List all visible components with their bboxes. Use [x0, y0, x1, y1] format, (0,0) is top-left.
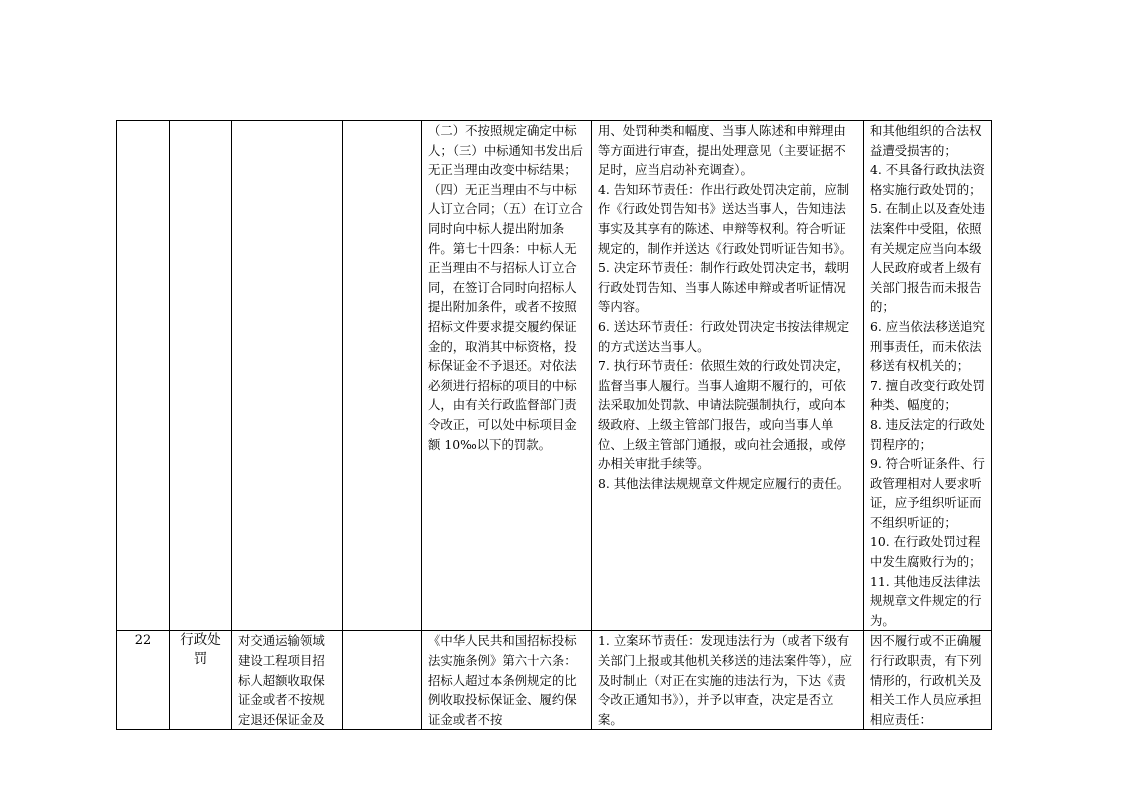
legal-basis-cell: [422, 631, 592, 730]
row-number-cell: [117, 121, 170, 631]
category-cell: 行政处罚: [170, 631, 232, 730]
responsibility-cell: [592, 631, 864, 730]
item-name-text: 对交通运输领域建设工程项目招标人超额收取保证金或者不按规定退还保证金及: [238, 633, 325, 727]
item-name-cell: [232, 631, 343, 730]
responsibility-table: [116, 120, 992, 730]
accountability-cell: [864, 631, 992, 730]
legal-basis-text: 《中华人民共和国招标投标法实施条例》第六十六条：招标人超过本条例规定的比例收取投标保证金、履约保证金或者不按: [428, 633, 577, 727]
accountability-text: 因不履行或不正确履行行政职责，有下列情形的，行政机关及相关工作人员应承担相应责任：: [870, 633, 982, 727]
accountability-cell: [864, 121, 992, 631]
category-cell: [170, 121, 232, 631]
table-row: [117, 121, 992, 631]
responsibility-cell: [592, 121, 864, 631]
sub-item-cell: [343, 121, 422, 631]
row-number-cell: 22: [117, 631, 170, 730]
sub-item-cell: [343, 631, 422, 730]
responsibility-text: 用、处罚种类和幅度、当事人陈述和申辩理由等方面进行审查，提出处理意见（主要证据不足时，应当启动补充调查）。 4. 告知环节责任：作出行政处罚决定前，应制作《行政处罚告知书》送达当事人，告知违法事实及其享有的陈述、申辩等权利。符合听证规定的，制作并送达《行政处罚听证告知书》。 5. 决定环节责任：制作行政处罚决定书，载明行政处罚告知、当事人陈述申辩或者听证情况等内容。 6. 送达环节责任：行政处罚决定书按法律规定的方式送达当事人。 7. 执行环节责任：依照生效的行政处罚决定，监督当事人履行。当事人逾期不履行的，可依法采取加处罚款、申请法院强制执行，或向本级政府、上级主管部门报告，或向当事人单位、上级主管部门通报，或向社会通报，或停办相关审批手续等。 8. 其他法律法规规章文件规定应履行的责任。: [598, 123, 853, 491]
legal-basis-text: （二）不按照规定确定中标人；（三）中标通知书发出后无正当理由改变中标结果；（四）无正当理由不与中标人订立合同；（五）在订立合同时向中标人提出附加条件。第七十四条：中标人无正当理由不与招标人订立合同，在签订合同时向招标人提出附加条件，或者不按照招标文件要求提交履约保证金的，取消其中标资格，投标保证金不予退还。对依法必须进行招标的项目的中标人，由有关行政监督部门责令改正，可以处中标项目金额 10‰以下的罚款。: [428, 123, 583, 452]
item-name-cell: [232, 121, 343, 631]
accountability-text: 和其他组织的合法权益遭受损害的； 4. 不具备行政执法资格实施行政处罚的； 5. 在制止以及查处违法案件中受阻，依照有关规定应当向本级人民政府或者上级有关部门报告而未报告的； 6. 应当依法移送追究刑事责任，而未依法移送有权机关的； 7. 擅自改变行政处罚种类、幅度的； 8. 违反法定的行政处罚程序的； 9. 符合听证条件、行政管理相对人要求听证，应予组织听证而不组织听证的； 10. 在行政处罚过程中发生腐败行为的； 11. 其他违反法律法规规章文件规定的行为。: [870, 123, 985, 628]
table-row: [117, 631, 992, 730]
responsibility-text: 1. 立案环节责任：发现违法行为（或者下级有关部门上报或其他机关移送的违法案件等），应及时制止（对正在实施的违法行为，下达《责令改正通知书》），并予以审查，决定是否立案。: [598, 633, 853, 727]
legal-basis-cell: [422, 121, 592, 631]
